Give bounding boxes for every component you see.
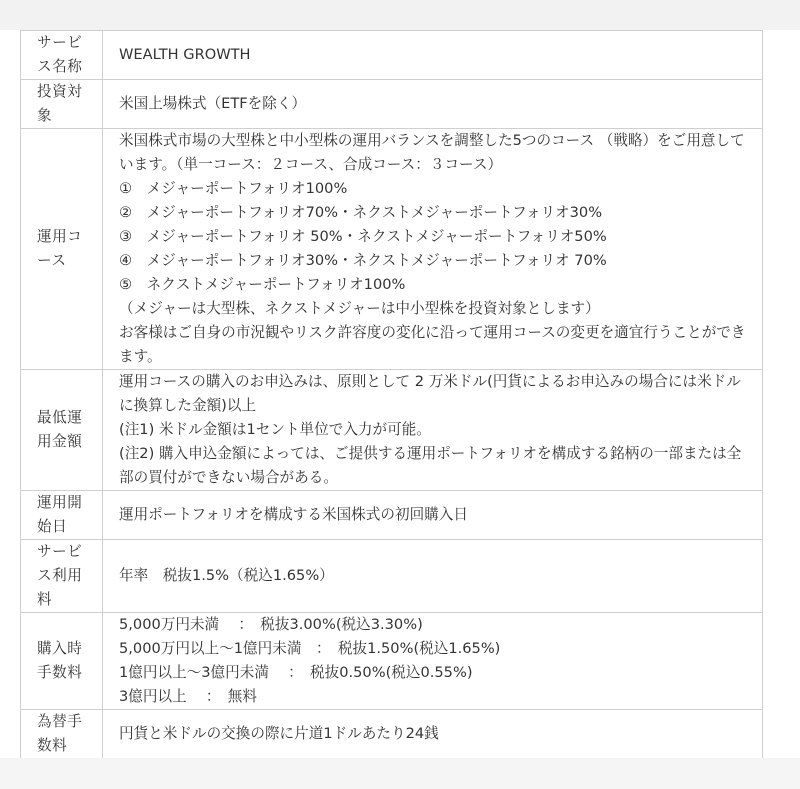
content-area: [0, 30, 800, 758]
table-row: [21, 370, 763, 491]
value-line: 運用ポートフォリオを構成する米国株式の初回購入日: [119, 506, 468, 523]
value-line: ② メジャーポートフォリオ70%・ネクストメジャーポートフォリオ30%: [119, 204, 603, 221]
row-label: 運用開始日: [21, 491, 103, 540]
row-value: [103, 31, 763, 80]
value-line: 1億円以上～3億円未満 ： 税抜0.50%(税込0.55%): [119, 664, 473, 681]
value-line: 米国株式市場の大型株と中小型株の運用バランスを調整した5つのコース （戦略）をご用意しています。（単一コース：２コース、合成コース：３コース）: [119, 132, 745, 173]
value-line: 5,000万円未満 ： 税抜3.00%(税込3.30%): [119, 616, 423, 633]
row-value: [103, 129, 763, 370]
value-line: ③ メジャーポートフォリオ 50%・ネクストメジャーポートフォリオ50%: [119, 228, 607, 245]
table-row: [21, 540, 763, 613]
row-label: 最低運用金額: [21, 370, 103, 491]
row-value: [103, 491, 763, 540]
row-value: [103, 710, 763, 759]
table-row: [21, 710, 763, 759]
value-line: 米国上場株式（ETFを除く）: [119, 95, 307, 112]
value-line: ⑤ ネクストメジャーポートフォリオ100%: [119, 276, 406, 293]
value-line: 円貨と米ドルの交換の際に片道1ドルあたり24銭: [119, 725, 439, 742]
row-label: 投資対象: [21, 80, 103, 129]
table-row: [21, 31, 763, 80]
value-line: ④ メジャーポートフォリオ30%・ネクストメジャーポートフォリオ 70%: [119, 252, 607, 269]
value-line: 年率 税抜1.5%（税込1.65%）: [119, 567, 334, 584]
value-line: WEALTH GROWTH: [119, 46, 251, 63]
table-row: [21, 129, 763, 370]
value-line: (注1) 米ドル金額は1セント単位で入力が可能。: [119, 421, 431, 438]
row-label: サービス利用料: [21, 540, 103, 613]
row-value: [103, 80, 763, 129]
value-line: お客様はご自身の市況観やリスク許容度の変化に沿って運用コースの変更を適宜行うことができます。: [119, 324, 746, 365]
value-line: (注2) 購入申込金額によっては、ご提供する運用ポートフォリオを構成する銘柄の一部または全部の買付ができない場合がある。: [119, 445, 742, 486]
row-value: [103, 613, 763, 710]
row-label: 運用コース: [21, 129, 103, 370]
bottom-bar: [0, 758, 800, 789]
value-line: （メジャーは大型株、ネクストメジャーは中小型株を投資対象とします）: [119, 300, 600, 317]
table-row: [21, 491, 763, 540]
value-line: ① メジャーポートフォリオ100%: [119, 180, 348, 197]
row-label: サービス名称: [21, 31, 103, 80]
row-label: 購入時手数料: [21, 613, 103, 710]
table-row: [21, 80, 763, 129]
value-line: 運用コースの購入のお申込みは、原則として 2 万米ドル(円貨によるお申込みの場合には米ドルに換算した金額)以上: [119, 373, 741, 414]
row-value: [103, 540, 763, 613]
top-bar: [0, 0, 800, 30]
row-label: 為替手数料: [21, 710, 103, 759]
value-line: 3億円以上 ： 無料: [119, 688, 257, 705]
value-line: 5,000万円以上～1億円未満 ： 税抜1.50%(税込1.65%): [119, 640, 501, 657]
table-row: [21, 613, 763, 710]
row-value: [103, 370, 763, 491]
service-spec-table: [20, 30, 763, 759]
